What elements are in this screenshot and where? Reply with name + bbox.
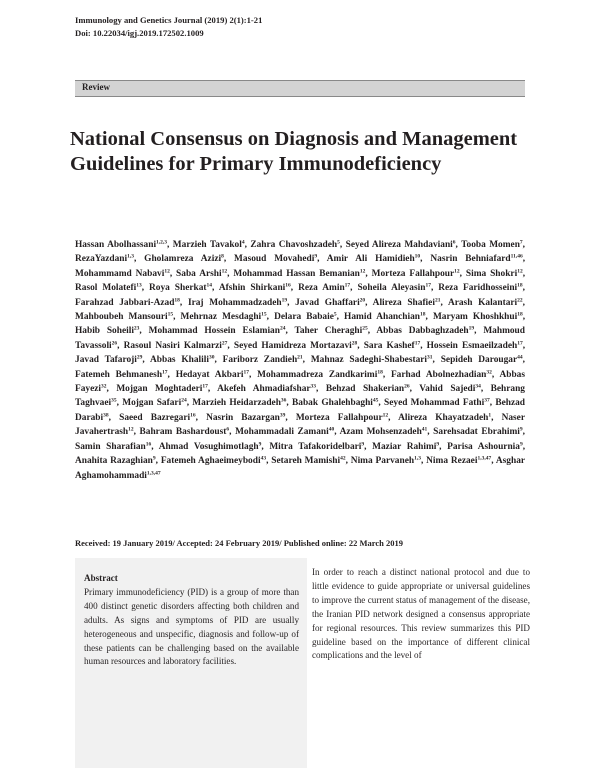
author bbox=[75, 370, 168, 380]
author-name: Sara Kashef bbox=[363, 340, 415, 351]
author bbox=[292, 398, 378, 408]
author-affiliation: 8 bbox=[221, 253, 224, 260]
author-name: Farhad Abolnezhadian bbox=[390, 369, 487, 380]
author-affiliation: 9 bbox=[361, 441, 365, 448]
author-name: Marzieh Heidarzadeh bbox=[192, 398, 281, 409]
author-affiliation: 30 bbox=[208, 354, 215, 361]
author-affiliation: 34 bbox=[475, 383, 481, 390]
author-affiliation: 1,3,47 bbox=[146, 470, 161, 476]
author-affiliation: 32 bbox=[486, 369, 492, 376]
author bbox=[75, 355, 142, 365]
author bbox=[124, 341, 228, 351]
author-affiliation: 9 bbox=[152, 455, 156, 462]
author-name: Abbas Fayezi bbox=[75, 369, 526, 395]
author-affiliation: 41 bbox=[421, 426, 428, 433]
author-name: Gholamreza Azizi bbox=[144, 254, 222, 265]
author-name: Akefeh Ahmadiafshar bbox=[217, 384, 311, 395]
author-name: Saba Arshi bbox=[176, 268, 222, 279]
author-affiliation: 9 bbox=[258, 441, 262, 448]
author bbox=[149, 283, 212, 293]
author-name: RezaYazdani bbox=[75, 254, 128, 265]
article-type-label: Review bbox=[82, 82, 110, 92]
author-affiliation: 17 bbox=[425, 282, 431, 289]
author bbox=[144, 254, 224, 264]
author-affiliation: 40 bbox=[328, 426, 335, 433]
author-name: Mohammadreza Zandkarimi bbox=[257, 369, 378, 380]
author-name: Iraj Mohammadzadeh bbox=[187, 297, 282, 308]
author-name: Sarehsadat Ebrahimi bbox=[433, 427, 520, 438]
author-affiliation: 31 bbox=[427, 354, 433, 361]
author-affiliation: 9 bbox=[519, 441, 523, 448]
author-name: Hossein Esmaeilzadeh bbox=[426, 340, 518, 351]
author-affiliation: 27 bbox=[221, 340, 228, 347]
author-name: Amir Ali Hamidieh bbox=[326, 254, 415, 265]
author-affiliation: 14 bbox=[206, 282, 213, 289]
author-affiliation: 9 bbox=[314, 253, 318, 260]
author-name: Mohammadali Zamani bbox=[235, 427, 329, 438]
author bbox=[149, 326, 286, 336]
author-name: Sepideh Darougar bbox=[440, 355, 518, 366]
author-name: Samin Sharafian bbox=[75, 441, 146, 452]
author-name: Fatemeh Behmanesh bbox=[75, 369, 163, 380]
author bbox=[173, 240, 245, 250]
author-name: Zahra Chavoshzadeh bbox=[250, 240, 338, 250]
author bbox=[271, 456, 345, 466]
author-affiliation: 16 bbox=[190, 412, 196, 419]
author-name: Fatemeh Aghaeimeybodi bbox=[160, 456, 261, 467]
author-affiliation: 21 bbox=[297, 354, 303, 361]
author bbox=[274, 312, 337, 322]
author bbox=[364, 341, 420, 351]
author-name: Mohammamd Nabavi bbox=[75, 268, 165, 279]
abstract-text: Primary immunodeficiency (PID) is a group of more than 400 distinct genetic disorders affecting both children and adults. As signs and symptoms of PID are usually heterogeneous and unspecific, diagnosis and follow-up of these patients can be challenging based on the available human resources and laboratory facilities. bbox=[84, 586, 299, 667]
author-affiliation: 23 bbox=[133, 325, 140, 332]
author bbox=[373, 298, 441, 308]
author-name: Habib Soheili bbox=[75, 326, 134, 337]
author-name: Naser Javahertrash bbox=[75, 412, 525, 438]
author bbox=[257, 370, 383, 380]
author-affiliation: 18 bbox=[174, 297, 180, 304]
author bbox=[430, 254, 522, 264]
author bbox=[75, 240, 167, 250]
author-affiliation: 11,46 bbox=[510, 253, 523, 260]
author-name: Mohammad Hassan Bemanian bbox=[233, 268, 360, 279]
author-name: Maryam Khoshkhui bbox=[432, 312, 518, 323]
author-affiliation: 6 bbox=[452, 239, 456, 246]
author-affiliation: 25 bbox=[362, 325, 368, 332]
author-name: Seyed Alireza Mahdaviani bbox=[345, 240, 453, 250]
author bbox=[372, 442, 439, 452]
author-name: Vahid Sajedi bbox=[419, 384, 476, 395]
author-affiliation: 17 bbox=[414, 340, 421, 347]
author-affiliation: 16 bbox=[285, 282, 291, 289]
author bbox=[234, 341, 357, 351]
author bbox=[75, 312, 173, 322]
author-affiliation: 37 bbox=[484, 397, 490, 404]
author-affiliation: 12 bbox=[359, 268, 366, 275]
author-affiliation: 1,3,47 bbox=[477, 455, 492, 462]
author bbox=[419, 384, 481, 394]
author-affiliation: 18 bbox=[420, 311, 426, 318]
author bbox=[438, 283, 522, 293]
author-name: Mitra Tafakoridelbari bbox=[269, 441, 362, 452]
author bbox=[398, 413, 491, 423]
author-affiliation: 28 bbox=[351, 340, 358, 347]
author bbox=[181, 312, 267, 322]
author-name: Alireza Khayatzadeh bbox=[398, 412, 489, 423]
author-affiliation: 1,2,3 bbox=[156, 239, 168, 246]
author-name: Reza Amin bbox=[298, 283, 345, 294]
author bbox=[326, 384, 410, 394]
author-affiliation: 19 bbox=[468, 325, 475, 332]
author bbox=[466, 269, 523, 279]
author bbox=[295, 298, 365, 308]
author-affiliation: 22 bbox=[517, 297, 523, 304]
author-affiliation: 12 bbox=[164, 268, 170, 275]
author bbox=[311, 355, 433, 365]
author-affiliation: 24 bbox=[181, 397, 187, 404]
author-name: Nima Parvaneh bbox=[350, 456, 415, 467]
paper-title: National Consensus on Diagnosis and Management Guidelines for Primary Immunodeficiency bbox=[70, 128, 518, 175]
author bbox=[441, 355, 523, 365]
author-name: Anahita Razaghian bbox=[75, 456, 153, 467]
author-name: Javad Ghaffari bbox=[295, 297, 360, 308]
author-name: Seyed Hamidreza Mortazavi bbox=[233, 340, 352, 351]
author-affiliation: 18 bbox=[377, 369, 383, 376]
author-affiliation: 26 bbox=[111, 340, 118, 347]
author-affiliation: 43 bbox=[260, 455, 267, 462]
body-text-column: In order to reach a distinct national protocol and due to little evidence to guide appropriate or universal guidelines to improve the current status of management of the disease, the Iranian PID network designed a consensus appropriate for regional resources. This review summarizes this PID guideline based on the importance of different clinical complications and the level of bbox=[312, 567, 530, 661]
author-name: Farahzad Jabbari-Azad bbox=[75, 297, 175, 308]
author bbox=[461, 240, 523, 250]
author-name: Marzieh Tavakol bbox=[172, 240, 242, 250]
author bbox=[217, 384, 316, 394]
author-affiliation: 39 bbox=[279, 412, 286, 419]
author-affiliation: 17 bbox=[243, 369, 249, 376]
author bbox=[161, 456, 266, 466]
author-name: Ahmad Vosughimotlagh bbox=[158, 441, 259, 452]
author-affiliation: 18 bbox=[517, 311, 523, 318]
author-affiliation: 29 bbox=[136, 354, 143, 361]
author-affiliation: 35 bbox=[111, 397, 117, 404]
author-name: Arash Kalantari bbox=[447, 297, 518, 308]
author-affiliation: 33 bbox=[310, 383, 317, 390]
author-affiliation: 19 bbox=[281, 297, 288, 304]
author bbox=[188, 298, 287, 308]
author bbox=[119, 413, 195, 423]
author-name: Tooba Momen bbox=[461, 240, 520, 250]
author-name: Rasol Molatefi bbox=[75, 283, 137, 294]
author-affiliation: 6 bbox=[226, 426, 230, 433]
author-affiliation: 17 bbox=[517, 340, 523, 347]
author bbox=[75, 283, 142, 293]
author bbox=[376, 326, 474, 336]
author-affiliation: 12 bbox=[382, 412, 389, 419]
author bbox=[140, 427, 230, 437]
author-name: Mehrnaz Mesdaghi bbox=[180, 312, 262, 323]
author bbox=[427, 341, 523, 351]
author-affiliation: 17 bbox=[202, 383, 208, 390]
author-name: Saeed Bazregari bbox=[119, 412, 191, 423]
author-affiliation: 9 bbox=[519, 426, 523, 433]
author-name: Azam Mohsenzadeh bbox=[339, 427, 422, 438]
publication-dates: Received: 19 January 2019/ Accepted: 24 February 2019/ Published online: 22 March 2019 bbox=[75, 538, 404, 548]
author-name: Hassan Abolhassani bbox=[75, 240, 157, 250]
author-affiliation: 15 bbox=[167, 311, 174, 318]
author-affiliation: 20 bbox=[359, 297, 366, 304]
author-name: Roya Sherkat bbox=[148, 283, 207, 294]
author bbox=[384, 398, 490, 408]
author bbox=[357, 283, 430, 293]
author-affiliation: 12 bbox=[221, 268, 228, 275]
author-name: Mahnaz Sadeghi-Shabestari bbox=[310, 355, 428, 366]
author bbox=[447, 442, 523, 452]
author bbox=[150, 355, 214, 365]
author-affiliation: 44 bbox=[517, 354, 523, 361]
author-name: Soheila Aleyasin bbox=[357, 283, 426, 294]
author bbox=[176, 370, 249, 380]
author-name: Rasoul Nasiri Kalmarzi bbox=[123, 340, 222, 351]
author-affiliation: 12 bbox=[454, 268, 460, 275]
author-name: Nasrin Bazargan bbox=[206, 412, 280, 423]
author-affiliation: 1,3 bbox=[414, 455, 421, 462]
author bbox=[296, 413, 388, 423]
author-name: Taher Cheraghi bbox=[294, 326, 363, 337]
author bbox=[344, 312, 425, 322]
author bbox=[176, 269, 227, 279]
author-affiliation: 16 bbox=[145, 441, 152, 448]
author bbox=[372, 269, 460, 279]
author bbox=[159, 442, 262, 452]
author-name: Babak Ghalehbaghi bbox=[292, 398, 373, 409]
author bbox=[75, 254, 134, 264]
author-name: Parisa Ashournia bbox=[447, 441, 520, 452]
author-name: Javad Tafaroji bbox=[75, 355, 137, 366]
author-name: Bahram Bashardoust bbox=[139, 427, 227, 438]
author-affiliation: 21 bbox=[434, 297, 441, 304]
author-affiliation: 9 bbox=[436, 441, 440, 448]
author bbox=[391, 370, 492, 380]
author bbox=[234, 254, 317, 264]
author-name: Reza Faridhosseini bbox=[438, 283, 518, 294]
author bbox=[235, 427, 334, 437]
author bbox=[346, 240, 456, 250]
journal-header bbox=[75, 14, 535, 40]
author-affiliation: 18 bbox=[517, 282, 523, 289]
author-affiliation: 24 bbox=[279, 325, 286, 332]
author-affiliation: 42 bbox=[340, 455, 346, 462]
author-affiliation: 38 bbox=[103, 412, 109, 419]
author-affiliation: 7 bbox=[519, 239, 523, 246]
author bbox=[250, 240, 340, 250]
journal-citation: Immunology and Genetics Journal (2019) 2(1):1-21 bbox=[75, 15, 263, 25]
author bbox=[116, 384, 208, 394]
author-name: Morteza Fallahpour bbox=[371, 268, 455, 279]
author-affiliation: 36 bbox=[280, 397, 287, 404]
author-affiliation: 1,3 bbox=[127, 253, 134, 260]
author-name: Mojgan Safari bbox=[122, 398, 182, 409]
author-name: Behzad Darabi bbox=[75, 398, 526, 423]
article-type-bar bbox=[75, 80, 525, 97]
author-affiliation: 17 bbox=[344, 282, 351, 289]
author-name: Behrang Taghvaei bbox=[75, 384, 525, 409]
author bbox=[433, 312, 523, 322]
author bbox=[192, 398, 286, 408]
author-name: Behzad Shakerian bbox=[325, 384, 405, 395]
doi: Doi: 10.22034/igj.2019.172502.1009 bbox=[75, 28, 204, 38]
author bbox=[219, 283, 291, 293]
author bbox=[298, 283, 350, 293]
author bbox=[448, 298, 523, 308]
author-name: Abbas Khalili bbox=[150, 355, 209, 366]
author bbox=[351, 456, 421, 466]
author-name: Hamid Ahanchian bbox=[344, 312, 420, 323]
author-affiliation: 45 bbox=[372, 397, 379, 404]
author-name: Masoud Movahedi bbox=[234, 254, 315, 265]
author-name: Abbas Dabbaghzadeh bbox=[376, 326, 469, 337]
abstract-heading: Abstract bbox=[84, 573, 118, 583]
author-name: Alireza Shafiei bbox=[372, 297, 435, 308]
author-name: Sima Shokri bbox=[465, 268, 518, 279]
author-name: Fariborz Zandieh bbox=[222, 355, 298, 366]
author-name: Hedayat Akbari bbox=[175, 369, 244, 380]
author-name: Mohammad Hossein Eslamian bbox=[148, 326, 280, 337]
author-affiliation: 1 bbox=[488, 412, 492, 419]
author-affiliation: 12 bbox=[128, 426, 134, 433]
author-affiliation: 10 bbox=[414, 253, 421, 260]
author-name: Mojgan Moghtaderi bbox=[116, 384, 203, 395]
author bbox=[269, 442, 364, 452]
author-name: Setareh Mamishi bbox=[271, 456, 341, 467]
author-affiliation: 15 bbox=[261, 311, 267, 318]
author bbox=[75, 298, 180, 308]
author-name: Asghar Aghamohammadi bbox=[75, 456, 526, 481]
author-affiliation: 5 bbox=[333, 311, 337, 318]
author bbox=[294, 326, 367, 336]
abstract bbox=[84, 572, 299, 669]
author-name: Mahmoud Tavassoli bbox=[75, 326, 525, 351]
author bbox=[75, 456, 156, 466]
author bbox=[75, 326, 139, 336]
author bbox=[327, 254, 420, 264]
author-name: Delara Babaie bbox=[274, 312, 334, 323]
author-affiliation: 26 bbox=[404, 383, 410, 390]
author-name: Nima Rezaei bbox=[426, 456, 478, 467]
author bbox=[122, 398, 186, 408]
author-list: Hassan Abolhassani$^{1,2,3}$, Marzieh Tavakol$^4$, Zahra Chavoshzadeh$^5$, Seyed Alireza Mahdaviani$^6$, Tooba Momen$^7$, RezaYazdani$^{1,3}$, Gholamreza Azizi$^8$, Masoud Movahedi$^9$, Amir Ali Hamidieh$^{10}$, Nasrin Behniafard$^{11,46}$, Mohammamd Nabavi$^{12}$, Saba Arshi$^{12}$, Mohammad Hassan Bemanian$^{12}$, Morteza Fallahpour$^{12}$, Sima Shokri$^{12}$, Rasol Molatefi$^{13}$, Roya Sherkat$^{14}$, Afshin Shirkani$^{16}$, Reza Amin$^{17}$, Soheila Aleyasin$^{17}$, Reza Faridhosseini$^{18}$, Farahzad Jabbari-Azad$^{18}$, Iraj Mohammadzadeh$^{19}$, Javad Ghaffari$^{20}$, Alireza Shafiei$^{21}$, Arash Kalantari$^{22}$, Mahboubeh Mansouri$^{15}$, Mehrnaz Mesdaghi$^{15}$, Delara Babaie$^5$, Hamid Ahanchian$^{18}$, Maryam Khoshkhui$^{18}$, Habib Soheili$^{23}$, Mohammad Hossein Eslamian$^{24}$, Taher Cheraghi$^{25}$, Abbas Dabbaghzadeh$^{19}$, Mahmoud Tavassoli$^{26}$, Rasoul Nasiri Kalmarzi$^{27}$, Seyed Hamidreza Mortazavi$^{28}$, Sara Kashef$^{17}$, Hossein Esmaeilzadeh$^{17}$, Javad Tafaroji$^{29}$, Abbas Khalili$^{30}$, Fariborz Zandieh$^{21}$, Mahnaz Sadeghi-Shabestari$^{31}$, Sepideh Darougar$^{44}$, Fatemeh Behmanesh$^{17}$, Hedayat Akbari$^{17}$, Mohammadreza Zandkarimi$^{18}$, Farhad Abolnezhadian$^{32}$, Abbas Fayezi$^{32}$, Mojgan Moghtaderi$^{17}$, Akefeh Ahmadiafshar$^{33}$, Behzad Shakerian$^{26}$, Vahid Sajedi$^{34}$, Behrang Taghvaei$^{35}$, Mojgan Safari$^{24}$, Marzieh Heidarzadeh$^{36}$, Babak Ghalehbaghi$^{45}$, Seyed Mohammad Fathi$^{37}$, Behzad Darabi$^{38}$, Saeed Bazregari$^{16}$, Nasrin Bazargan$^{39}$, Morteza Fallahpour$^{12}$, Alireza Khayatzadeh$^1$, Naser Javahertrash$^{12}$, Bahram Bashardoust$^6$, Mohammadali Zamani$^{40}$, Azam Mohsenzadeh$^{41}$, Sarehsadat Ebrahimi$^9$, Samin Sharafian$^{16}$, Ahmad Vosughimotlagh$^9$, Mitra Tafakoridelbari$^9$, Maziar Rahimi$^9$, Parisa Ashournia$^9$, Anahita Razaghian$^9$, Fatemeh Aghaeimeybodi$^{43}$, Setareh Mamishi$^{42}$, Nima Parvaneh$^{1,3}$, Nima Rezaei$^{1,3,47}$, Asghar Aghamohammadi$^{1,3,47}$ bbox=[75, 239, 526, 481]
author-affiliation: 32 bbox=[101, 383, 107, 390]
author-name: Mahboubeh Mansouri bbox=[75, 312, 168, 323]
author bbox=[340, 427, 428, 437]
author-name: Nasrin Behniafard bbox=[430, 254, 511, 265]
author bbox=[75, 269, 170, 279]
author bbox=[433, 427, 522, 437]
author-affiliation: 17 bbox=[162, 369, 168, 376]
author-name: Morteza Fallahpour bbox=[295, 412, 383, 423]
author-affiliation: 13 bbox=[136, 282, 142, 289]
author-name: Seyed Mohammad Fathi bbox=[384, 398, 485, 409]
author-affiliation: 12 bbox=[517, 268, 523, 275]
author-affiliation: 4 bbox=[241, 239, 245, 246]
author bbox=[75, 442, 151, 452]
author-name: Maziar Rahimi bbox=[372, 441, 437, 452]
author bbox=[426, 456, 491, 466]
author bbox=[223, 355, 303, 365]
author-name: Afshin Shirkani bbox=[218, 283, 286, 294]
author bbox=[233, 269, 365, 279]
author-affiliation: 5 bbox=[337, 239, 340, 246]
author bbox=[206, 413, 285, 423]
